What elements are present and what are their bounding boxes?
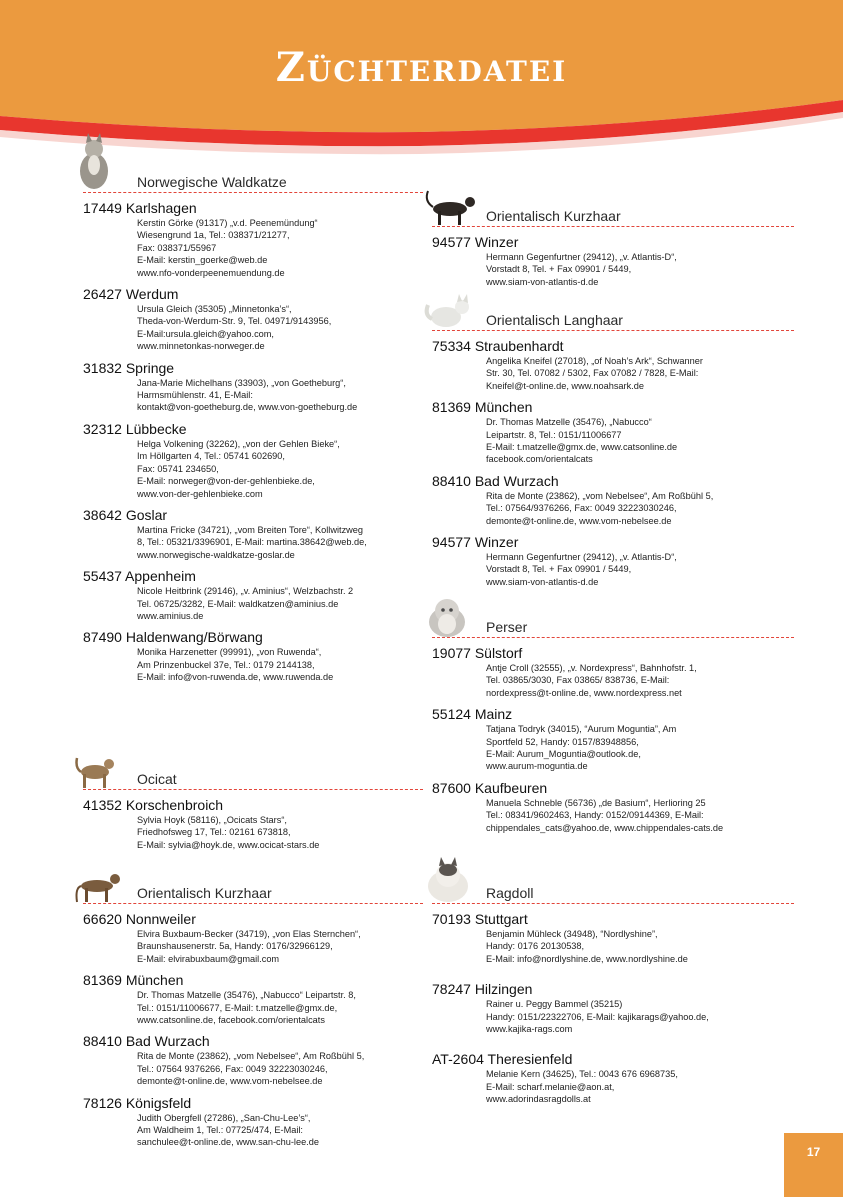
breeder-location: 81369 München bbox=[83, 972, 184, 989]
section-title: Ocicat bbox=[137, 771, 177, 787]
breeder-entry bbox=[432, 780, 794, 834]
ragdoll-cat-photo bbox=[422, 856, 474, 904]
breeder-location: 78247 Hilzingen bbox=[432, 981, 533, 998]
breeder-details: Dr. Thomas Matzelle (35476), „Nabucco“ Leipartstr. 8, Tel.: 0151/11006677, E-Mail: t.matzelle@gmx.de, www.catsonline.de, facebook.com/orientalcats bbox=[137, 990, 356, 1026]
section-title: Orientalisch Langhaar bbox=[486, 312, 623, 328]
breeder-location: 81369 München bbox=[432, 399, 533, 416]
header-banner bbox=[0, 0, 843, 170]
breeder-entry bbox=[83, 1095, 423, 1149]
breeder-entry bbox=[432, 473, 794, 527]
breeder-details: Judith Obergfell (27286), „San-Chu-Lee’s“, Am Waldheim 1, Tel.: 07725/474, E-Mail: sanchulee@t-online.de, www.san-chu-lee.de bbox=[137, 1112, 319, 1148]
breeder-details: Martina Fricke (34721), „vom Breiten Tore“, Kollwitzweg 8, Tel.: 05321/3396901, E-Mail: martina.38642@web.de, www.norwegische-waldkatze-goslar.de bbox=[137, 524, 367, 560]
breeder-details: Monika Harzenetter (99991), „von Ruwenda“, Am Prinzenbuckel 37e, Tel.: 0179 2144138, E-Mail: info@von-ruwenda.de, www.ruwenda.de bbox=[137, 647, 334, 683]
breeder-entry bbox=[432, 534, 794, 588]
breeder-details: Helga Volkening (32262), „von der Gehlen Bieke“, Im Höllgarten 4, Tel.: 05741 602690, Fax: 05741 234650, E-Mail: norweger@von-der-gehlenbieke.de, www.von-der-gehlenbieke.com bbox=[137, 438, 340, 499]
breeder-details: Dr. Thomas Matzelle (35476), „Nabucco“ Leipartstr. 8, Tel.: 0151/11006677 E-Mail: t.matzelle@gmx.de, www.catsonline.de facebook.com/orientalcats bbox=[486, 417, 678, 465]
oriental-shorthair-cat-photo bbox=[73, 868, 125, 904]
breeder-location: 78126 Königsfeld bbox=[83, 1094, 192, 1111]
breeder-entry bbox=[83, 1033, 423, 1087]
breeder-details: Elvira Buxbaum-Becker (34719), „von Elas Sternchen“, Braunshausenerstr. 5a, Handy: 0176/32966129, E-Mail: elvirabuxbaum@gmail.com bbox=[137, 929, 361, 964]
breeder-location: AT-2604 Theresienfeld bbox=[432, 1051, 573, 1068]
section-divider bbox=[83, 789, 423, 790]
section-ocicat bbox=[83, 762, 423, 851]
section-orientalisch-kurzhaar-right bbox=[432, 199, 794, 288]
breeder-details: Melanie Kern (34625), Tel.: 0043 676 6968735, E-Mail: scharf.melanie@aon.at, www.adorindasragdolls.at bbox=[486, 1069, 678, 1105]
section-divider bbox=[432, 637, 794, 638]
section-divider bbox=[83, 903, 423, 904]
breeder-location: 94577 Winzer bbox=[432, 534, 519, 551]
breeder-details: Angelika Kneifel (27018), „of Noah’s Ark“, Schwanner Str. 30, Tel. 07082 / 5302, Fax 07082 / 7828, E-Mail: Kneifel@t-online.de, www.noahsark.de bbox=[486, 356, 703, 391]
breeder-details: Rita de Monte (23862), „vom Nebelsee“, Am Roßbühl 5, Tel.: 07564 9376266, Fax: 0049 32223030246, demonte@t-online.de, www.vom-nebelsee.de bbox=[137, 1051, 365, 1087]
breeder-location: 94577 Winzer bbox=[432, 234, 519, 250]
breeder-details: Tatjana Todryk (34015), “Aurum Moguntia”, Am Sportfeld 52, Handy: 0157/83948856, E-Mail: Aurum_Moguntia@outlook.de, www.aurum-moguntia.de bbox=[486, 724, 677, 772]
breeder-location: 31832 Springe bbox=[83, 359, 175, 376]
breeder-entry bbox=[83, 568, 423, 622]
breeder-entry bbox=[83, 286, 423, 353]
breeder-details: Kerstin Görke (91317) „v.d. Peenemündung“ Wiesengrund 1a, Tel.: 038371/21277, Fax: 038371/55967 E-Mail: kerstin_goerke@web.de www.nfo-vonderpeenemuendung.de bbox=[137, 218, 318, 278]
breeder-location: 75334 Straubenhardt bbox=[432, 338, 564, 354]
breeder-entry bbox=[432, 399, 794, 466]
section-divider bbox=[432, 903, 794, 904]
breeder-location: 17449 Karlshagen bbox=[83, 200, 197, 216]
breeder-entry bbox=[83, 911, 423, 965]
section-orientalisch-kurzhaar-left bbox=[83, 876, 423, 1149]
breeder-entry bbox=[83, 972, 423, 1026]
breeder-location: 87600 Kaufbeuren bbox=[432, 779, 548, 796]
section-divider bbox=[432, 226, 794, 227]
breeder-entry bbox=[83, 797, 423, 851]
page-number: 17 bbox=[784, 1133, 843, 1197]
breeder-entry bbox=[432, 234, 794, 288]
section-norwegische-waldkatze bbox=[83, 165, 423, 684]
section-title: Norwegische Waldkatze bbox=[137, 174, 287, 190]
breeder-location: 88410 Bad Wurzach bbox=[432, 472, 559, 489]
section-title: Orientalisch Kurzhaar bbox=[137, 885, 272, 901]
breeder-entry bbox=[83, 507, 423, 561]
breeder-entry bbox=[83, 360, 423, 414]
breeder-location: 70193 Stuttgart bbox=[432, 911, 528, 927]
ocicat-photo bbox=[73, 750, 117, 790]
oriental-longhair-cat-photo bbox=[422, 293, 476, 331]
section-perser bbox=[432, 610, 794, 834]
page-title: Züchterdatei bbox=[275, 44, 568, 91]
breeder-entry bbox=[432, 706, 794, 773]
breeder-details: Manuela Schneble (56736) „de Basium“, Herlioring 25 Tel.: 08341/9602463, Handy: 0152/09144369, E-Mail: chippendales_cats@yahoo.de, www.chippendales-cats.de bbox=[486, 797, 724, 833]
breeder-details: Nicole Heitbrink (29146), „v. Aminius“, Welzbachstr. 2 Tel. 06725/3282, E-Mail: waldkatzen@aminius.de www.aminius.de bbox=[137, 586, 354, 621]
oriental-shorthair-cat-photo bbox=[422, 187, 480, 227]
breeder-details: Hermann Gegenfurtner (29412), „v. Atlantis-D“, Vorstadt 8, Tel. + Fax 09901 / 5449, www.siam-von-atlantis-d.de bbox=[486, 252, 677, 287]
breeder-location: 55124 Mainz bbox=[432, 706, 513, 723]
breeder-location: 41352 Korschenbroich bbox=[83, 797, 224, 813]
section-title: Perser bbox=[486, 619, 528, 635]
breeder-location: 38642 Goslar bbox=[83, 506, 168, 523]
breeder-location: 66620 Nonnweiler bbox=[83, 911, 196, 927]
breeder-entry bbox=[83, 421, 423, 500]
breeder-details: Hermann Gegenfurtner (29412), „v. Atlantis-D“, Vorstadt 8, Tel. + Fax 09901 / 5449, www.siam-von-atlantis-d.de bbox=[486, 552, 677, 587]
section-orientalisch-langhaar bbox=[432, 303, 794, 588]
breeder-location: 87490 Haldenwang/Börwang bbox=[83, 629, 263, 646]
section-title: Orientalisch Kurzhaar bbox=[486, 208, 621, 224]
breeder-details: Sylvia Hoyk (58116), „Ocicats Stars“, Friedhofsweg 17, Tel.: 02161 673818, E-Mail: sylvia@hoyk.de, www.ocicat-stars.de bbox=[137, 815, 320, 850]
breeder-location: 26427 Werdum bbox=[83, 286, 179, 303]
breeder-entry bbox=[432, 1051, 794, 1105]
breeder-details: Jana-Marie Michelhans (33903), „von Goetheburg“, Harmsmühlenstr. 41, E-Mail: kontakt@von-goetheburg.de, www.von-goetheburg.de bbox=[137, 377, 358, 413]
persian-cat-photo bbox=[422, 594, 472, 638]
section-divider bbox=[83, 192, 423, 193]
breeder-details: Ursula Gleich (35305) „Minnetonka’s“, Theda-von-Werdum-Str. 9, Tel. 04971/9143956, E-Mail:ursula.gleich@yahoo.com, www.minnetonkas-norweger.de bbox=[137, 304, 332, 352]
breeder-entry bbox=[83, 629, 423, 683]
norwegian-forest-cat-photo bbox=[73, 131, 115, 193]
breeder-details: Benjamin Mühleck (34948), “Nordlyshine”, Handy: 0176 20130538, E-Mail: info@nordlyshine.de, www.nordlyshine.de bbox=[486, 929, 688, 964]
breeder-entry bbox=[432, 981, 794, 1035]
breeder-location: 19077 Sülstorf bbox=[432, 645, 523, 661]
breeder-details: Antje Croll (32555), „v. Nordexpress“, Bahnhofstr. 1, Tel. 03865/3030, Fax 03865/ 838736, E-Mail: nordexpress@t-online.de, www.nordexpress.net bbox=[486, 663, 697, 698]
breeder-details: Rita de Monte (23862), „vom Nebelsee“, Am Roßbühl 5, Tel.: 07564/9376266, Fax: 0049 32223030246, demonte@t-online.de, www.vom-nebelsee.de bbox=[486, 490, 714, 526]
breeder-details: Rainer u. Peggy Bammel (35215) Handy: 0151/22322706, E-Mail: kajikarags@yahoo.de, www.kajika-rags.com bbox=[486, 999, 709, 1035]
breeder-location: 32312 Lübbecke bbox=[83, 420, 187, 437]
breeder-entry bbox=[432, 911, 794, 965]
section-divider bbox=[432, 330, 794, 331]
breeder-entry bbox=[83, 200, 423, 279]
breeder-entry bbox=[432, 338, 794, 392]
breeder-location: 55437 Appenheim bbox=[83, 568, 196, 585]
breeder-location: 88410 Bad Wurzach bbox=[83, 1033, 210, 1050]
breeder-entry bbox=[432, 645, 794, 699]
section-title: Ragdoll bbox=[486, 885, 534, 901]
section-ragdoll bbox=[432, 876, 794, 1106]
